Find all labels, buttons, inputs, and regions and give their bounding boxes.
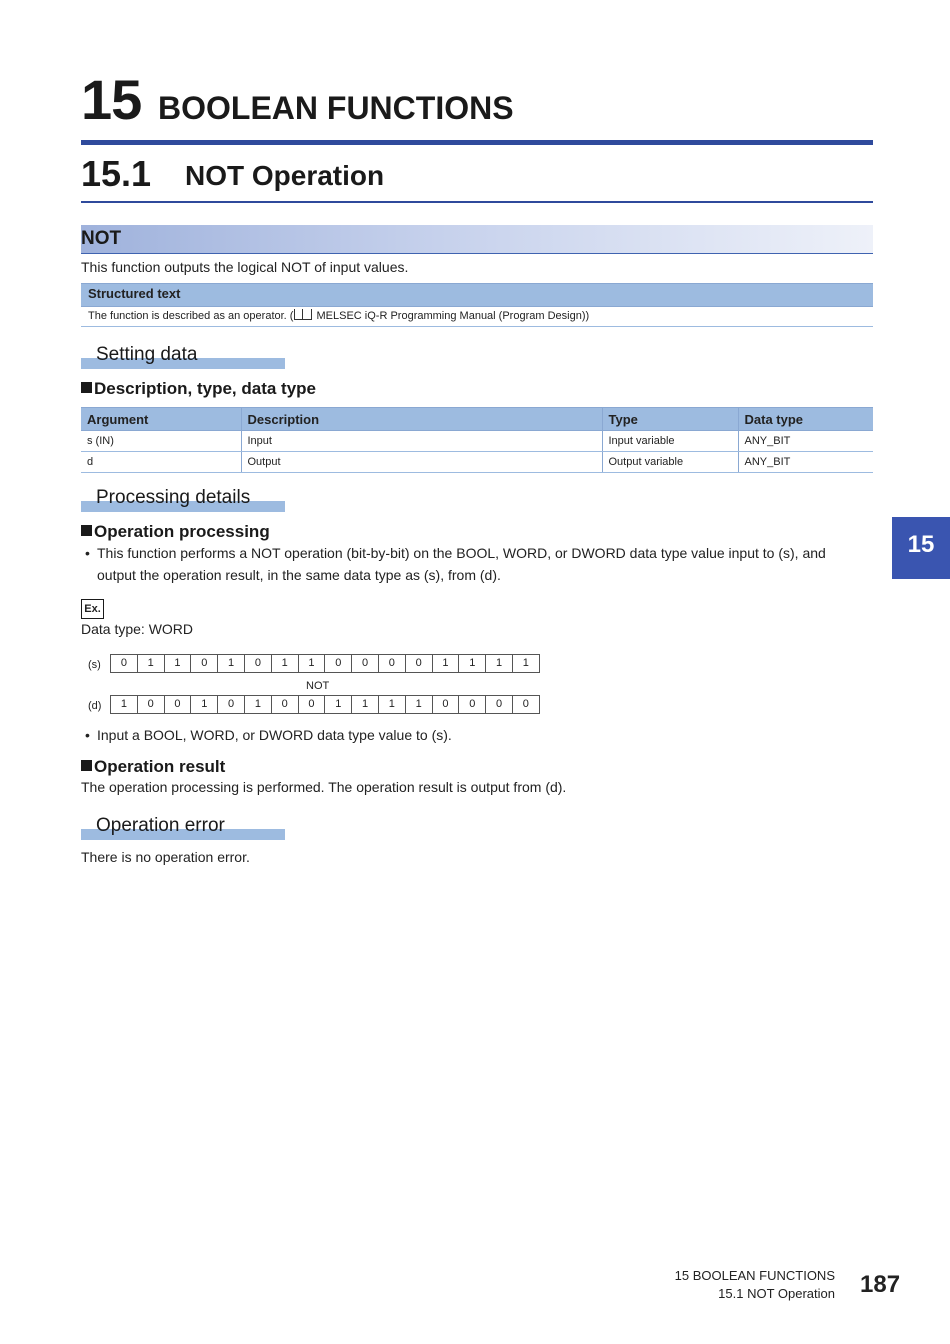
- description-type-heading: [81, 378, 316, 400]
- example-label: Ex.: [81, 599, 104, 619]
- s-bit-cell: 1: [165, 654, 192, 673]
- s-bit-cell: 1: [299, 654, 326, 673]
- d-bit-cell: 1: [325, 695, 352, 714]
- chapter-side-tab[interactable]: 15: [892, 517, 950, 579]
- d-bit-cell: 0: [433, 695, 460, 714]
- s-bit-cell: 0: [379, 654, 406, 673]
- table-cell: ANY_BIT: [738, 452, 873, 473]
- processing-details-title: Processing details: [96, 487, 251, 508]
- structured-text-rule: [81, 326, 873, 327]
- section-rule: [81, 201, 873, 203]
- operation-error-text: There is no operation error.: [81, 849, 250, 865]
- s-bit-cell: 1: [459, 654, 486, 673]
- table-header-row: [81, 408, 873, 431]
- bullet-1-line-1: This function performs a NOT operation (bit-by-bit) on the BOOL, WORD, or DWORD data type value input to (s), and: [97, 545, 826, 561]
- chapter-number: 15: [81, 68, 142, 131]
- table-cell: s (IN): [81, 431, 241, 452]
- s-bit-cell: 0: [325, 654, 352, 673]
- d-bit-cell: 0: [138, 695, 165, 714]
- table-header-argument: Argument: [81, 408, 241, 431]
- table-cell: Output: [241, 452, 602, 473]
- page-number: 187: [860, 1271, 901, 1298]
- example-datatype: Data type: WORD: [81, 621, 194, 637]
- d-bit-cell: 1: [406, 695, 433, 714]
- footer-chapter: 15 BOOLEAN FUNCTIONS: [674, 1268, 835, 1283]
- chapter-title: BOOLEAN FUNCTIONS: [158, 90, 514, 126]
- table-row: [81, 431, 873, 452]
- s-bit-cell: 1: [486, 654, 513, 673]
- table-cell: ANY_BIT: [738, 431, 873, 452]
- operation-processing-heading-text: Operation processing: [94, 522, 270, 541]
- description-type-heading-text: Description, type, data type: [94, 379, 316, 398]
- s-bit-cell: 1: [272, 654, 299, 673]
- table-row: [81, 452, 873, 473]
- not-label: NOT: [306, 680, 330, 692]
- d-bit-cell: 1: [379, 695, 406, 714]
- d-bit-cell: 0: [486, 695, 513, 714]
- structured-text-body-pre: The function is described as an operator. (: [88, 310, 294, 322]
- d-bit-cell: 1: [352, 695, 379, 714]
- table-cell: Input: [241, 431, 602, 452]
- s-bit-cell: 0: [191, 654, 218, 673]
- s-bit-cell: 1: [513, 654, 540, 673]
- square-bullet-icon: [81, 525, 92, 536]
- d-bit-cell: 0: [218, 695, 245, 714]
- operation-result-heading-text: Operation result: [94, 757, 226, 776]
- table-cell: Output variable: [602, 452, 738, 473]
- s-bit-cell: 0: [352, 654, 379, 673]
- bullet-dot-icon: •: [85, 727, 90, 743]
- structured-text-header-label: Structured text: [88, 286, 181, 301]
- d-bit-cell: 0: [459, 695, 486, 714]
- function-name: NOT: [81, 228, 122, 249]
- function-name-band: [81, 225, 873, 254]
- structured-text-body: [88, 309, 589, 323]
- d-bit-cell: 0: [165, 695, 192, 714]
- table-header-description: Description: [241, 408, 602, 431]
- setting-data-title: Setting data: [96, 344, 198, 365]
- s-bit-cell: 1: [138, 654, 165, 673]
- d-bit-cell: 0: [272, 695, 299, 714]
- d-bit-cell: 1: [191, 695, 218, 714]
- d-bit-cell: 1: [245, 695, 272, 714]
- section-title: NOT Operation: [185, 160, 385, 191]
- d-bit-cell: 0: [513, 695, 540, 714]
- section-number: 15.1: [81, 153, 152, 194]
- chapter-rule: [81, 140, 873, 145]
- s-bit-cell: 1: [218, 654, 245, 673]
- s-label: (s): [88, 659, 101, 671]
- d-bit-row: [110, 695, 540, 713]
- operation-result-text: The operation processing is performed. The operation result is output from (d).: [81, 779, 567, 795]
- bullet-1-line-2: output the operation result, in the same data type as (s), from (d).: [97, 567, 501, 583]
- d-bit-cell: 0: [299, 695, 326, 714]
- function-description: This function outputs the logical NOT of input values.: [81, 259, 409, 275]
- s-bit-cell: 0: [245, 654, 272, 673]
- d-label: (d): [88, 700, 102, 712]
- s-bit-cell: 1: [433, 654, 460, 673]
- table-header-data-type: Data type: [738, 408, 873, 431]
- square-bullet-icon: [81, 382, 92, 393]
- table-header-type: Type: [602, 408, 738, 431]
- bullet-dot-icon: •: [85, 545, 90, 561]
- argument-table: [81, 407, 873, 473]
- bullet-2: Input a BOOL, WORD, or DWORD data type value to (s).: [97, 727, 452, 743]
- operation-processing-heading: [81, 521, 270, 543]
- square-bullet-icon: [81, 760, 92, 771]
- operation-error-title: Operation error: [96, 815, 225, 836]
- s-bit-cell: 0: [110, 654, 138, 673]
- table-cell: Input variable: [602, 431, 738, 452]
- operation-result-heading: [81, 756, 225, 778]
- s-bit-row: [110, 654, 540, 672]
- manual-icon: [294, 309, 312, 320]
- structured-text-header: [81, 283, 873, 307]
- s-bit-cell: 0: [406, 654, 433, 673]
- footer-section: 15.1 NOT Operation: [718, 1286, 835, 1301]
- table-cell: d: [81, 452, 241, 473]
- manual-link[interactable]: MELSEC iQ-R Programming Manual (Program Design)): [313, 310, 590, 322]
- d-bit-cell: 1: [110, 695, 138, 714]
